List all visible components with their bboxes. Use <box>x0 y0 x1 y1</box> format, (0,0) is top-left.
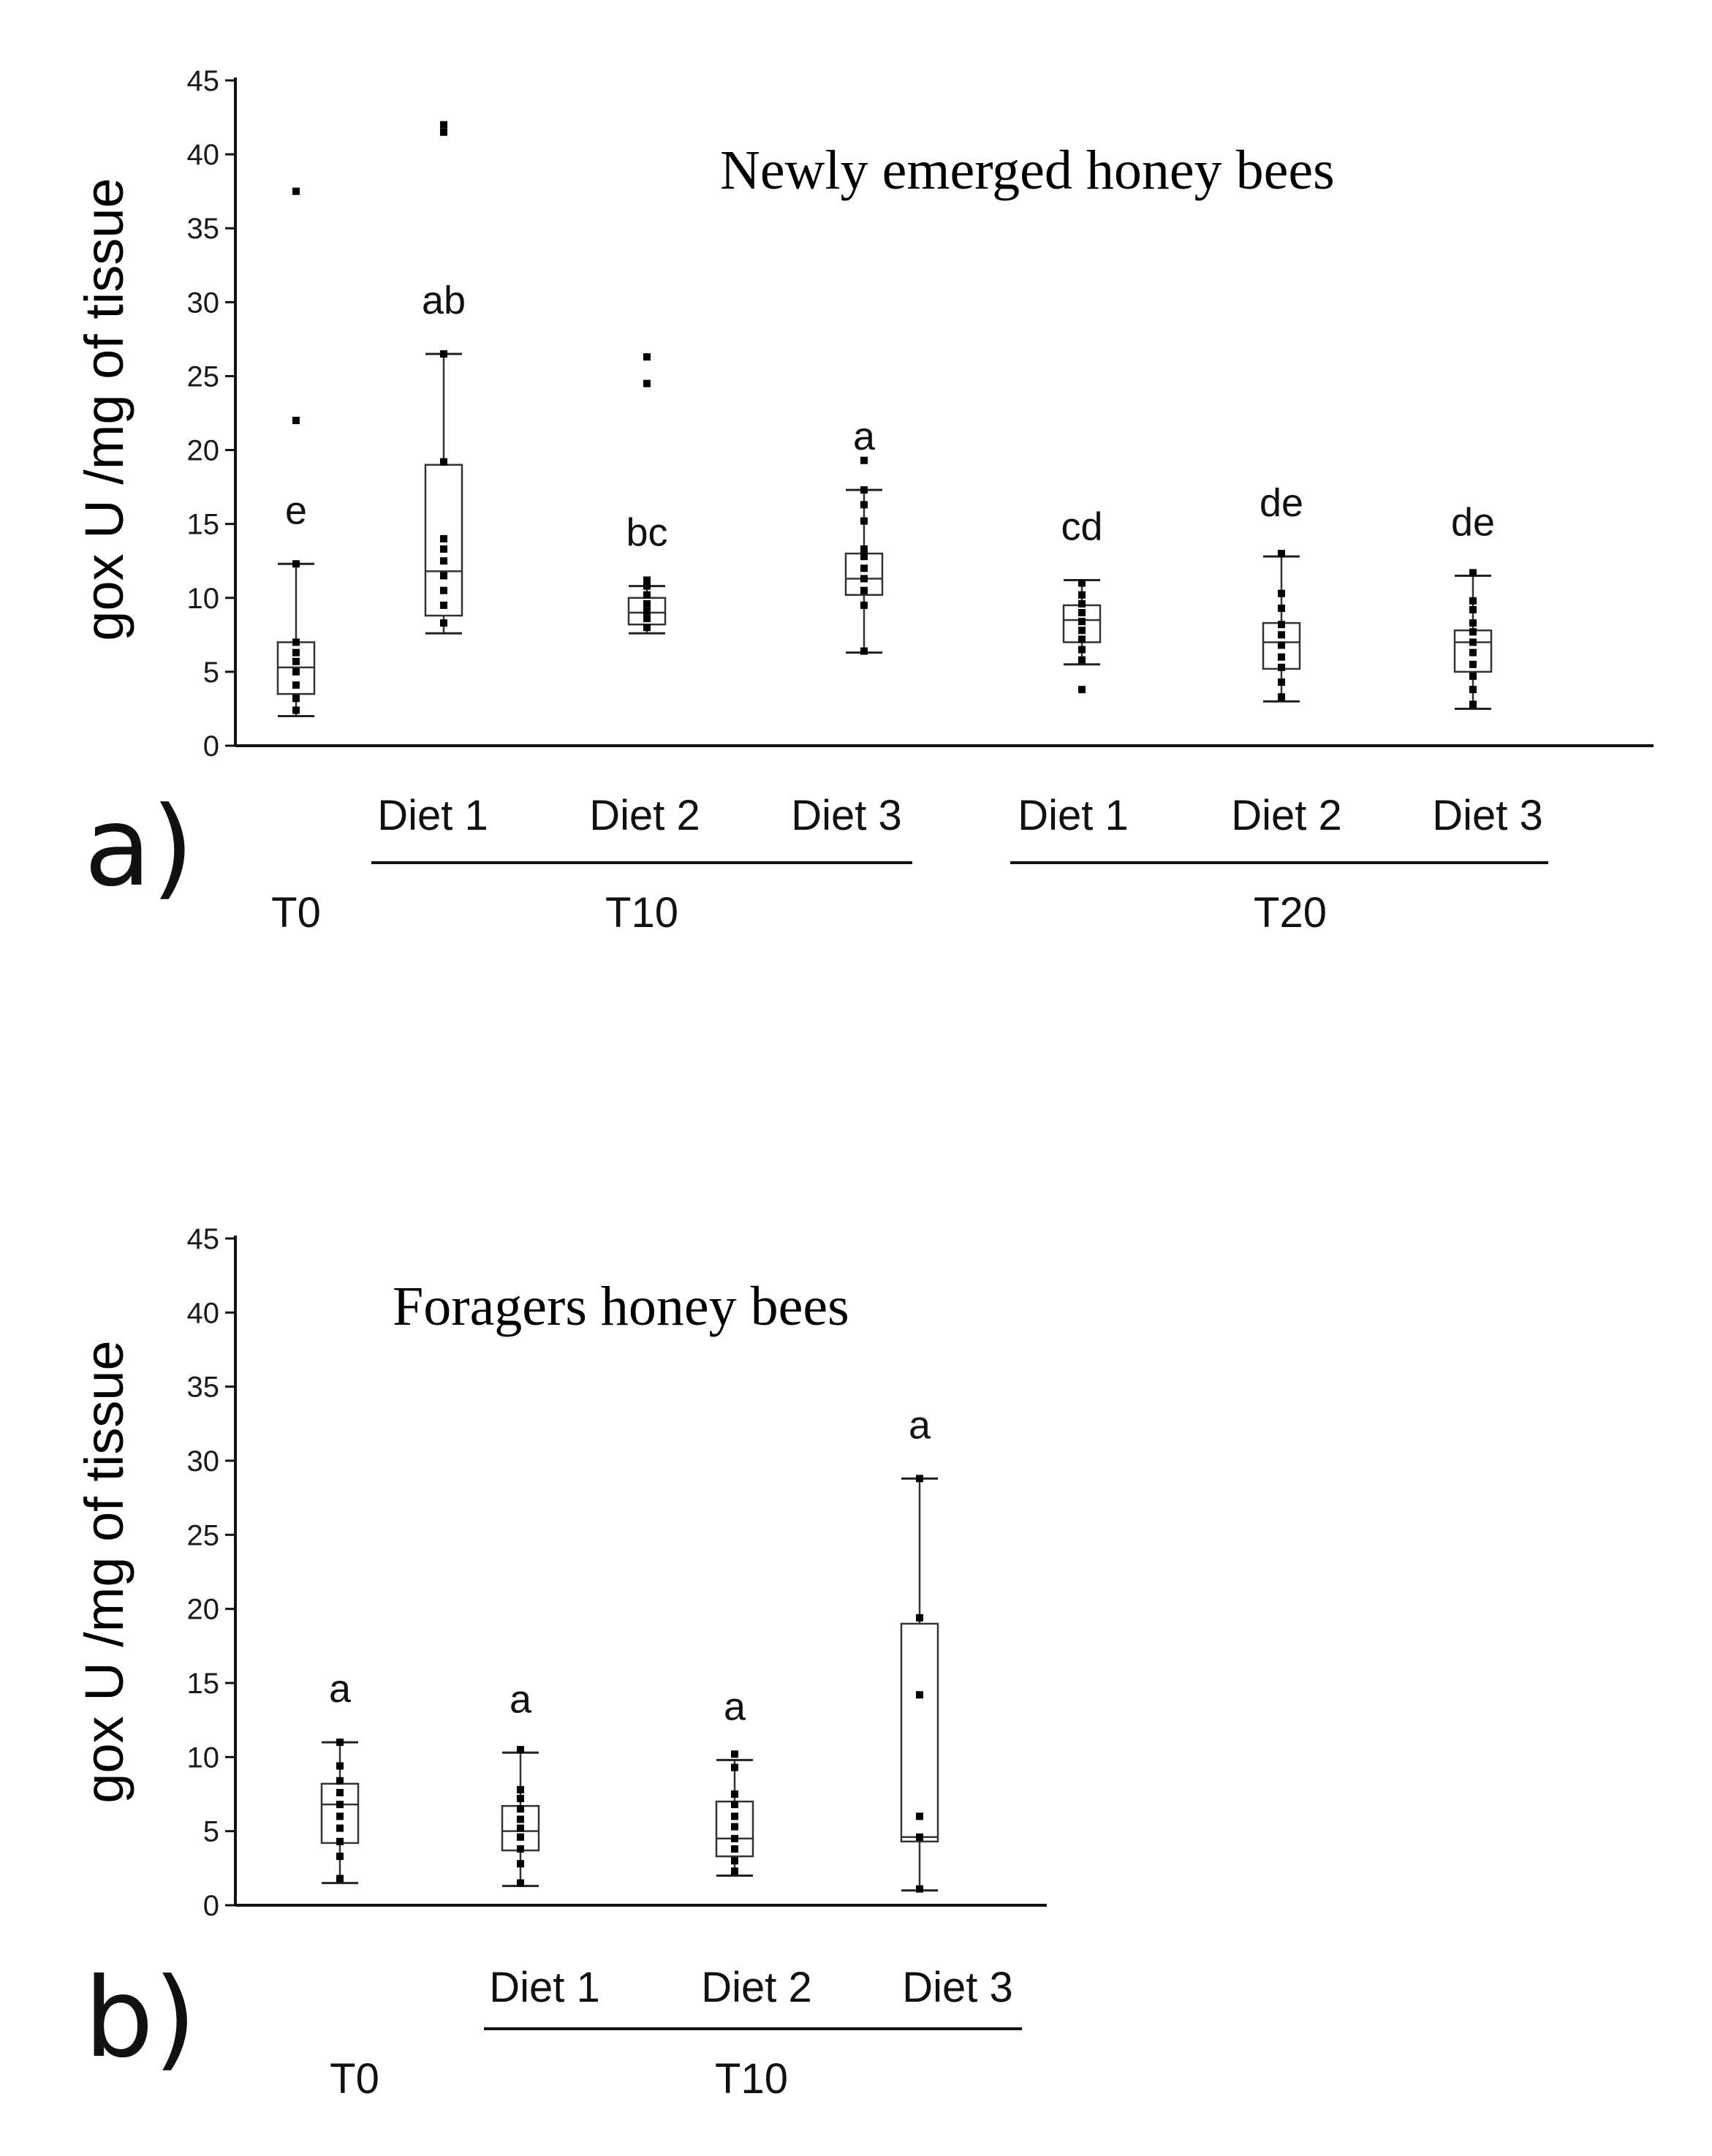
data-point <box>1469 619 1477 627</box>
category-label: Diet 3 <box>902 1964 1013 2011</box>
data-point <box>517 1746 524 1753</box>
data-point <box>731 1867 738 1875</box>
y-tick-label: 15 <box>186 1668 219 1700</box>
y-axis-label: gox U /mg of tissue <box>74 178 135 641</box>
data-point <box>336 1825 344 1832</box>
data-point <box>292 638 300 646</box>
significance-letter: e <box>284 488 308 533</box>
data-point <box>292 417 300 424</box>
data-point <box>336 1838 344 1845</box>
category-label: Diet 1 <box>489 1964 600 2011</box>
box-plot <box>425 121 462 634</box>
data-point <box>440 129 447 136</box>
data-point <box>1078 618 1086 625</box>
data-point <box>292 658 300 665</box>
data-point <box>336 1777 344 1785</box>
data-point <box>336 1812 344 1820</box>
data-point <box>731 1801 738 1808</box>
data-point <box>1469 661 1477 668</box>
y-tick-label: 5 <box>202 656 219 689</box>
data-point <box>292 188 300 195</box>
data-point <box>336 1875 344 1883</box>
chart-title: Foragers honey bees <box>393 1276 849 1337</box>
box-plot <box>502 1746 539 1886</box>
data-point <box>440 557 447 564</box>
panel-label: b) <box>84 1955 197 2082</box>
data-point <box>1278 631 1285 638</box>
data-point <box>916 1885 923 1893</box>
data-point <box>336 1789 344 1796</box>
data-point <box>860 501 868 508</box>
data-point <box>1469 686 1477 693</box>
data-point <box>1278 664 1285 671</box>
data-point <box>860 602 868 609</box>
y-tick-label: 0 <box>202 730 219 763</box>
category-label: Diet 1 <box>377 792 488 839</box>
data-point <box>440 350 447 358</box>
data-point <box>440 572 447 579</box>
data-point <box>1278 693 1285 700</box>
significance-letter: a <box>509 1677 532 1722</box>
data-point <box>860 518 868 525</box>
data-point <box>517 1845 524 1853</box>
data-point <box>1469 700 1477 708</box>
box-plot <box>278 188 314 716</box>
data-point <box>292 681 300 689</box>
data-point <box>336 1762 344 1769</box>
data-point <box>643 591 651 599</box>
data-point <box>1278 621 1285 628</box>
data-point <box>1278 605 1285 612</box>
data-point <box>643 353 651 360</box>
chart-panel-b <box>74 1223 1047 2103</box>
data-point <box>860 553 868 560</box>
data-point <box>1278 641 1285 648</box>
data-point <box>731 1750 738 1758</box>
data-point <box>1078 646 1086 654</box>
y-tick-label: 0 <box>202 1890 219 1922</box>
data-point <box>517 1825 524 1832</box>
data-point <box>1469 606 1477 613</box>
data-point <box>1078 657 1086 664</box>
data-point <box>643 608 651 615</box>
box-plot <box>1263 550 1300 701</box>
data-point <box>1078 609 1086 616</box>
data-point <box>1469 649 1477 657</box>
data-point <box>440 121 447 129</box>
y-tick-label: 25 <box>186 360 219 393</box>
data-point <box>292 668 300 676</box>
data-point <box>440 545 447 553</box>
data-point <box>292 649 300 657</box>
iqr-box <box>901 1624 938 1842</box>
data-point <box>517 1805 524 1812</box>
data-point <box>916 1475 923 1482</box>
y-tick-label: 40 <box>186 1297 219 1330</box>
y-tick-label: 30 <box>186 1445 219 1478</box>
data-point <box>643 380 651 387</box>
data-point <box>1078 686 1086 693</box>
data-point <box>860 564 868 572</box>
data-point <box>860 545 868 553</box>
data-point <box>916 1812 923 1820</box>
panel-label: a) <box>84 784 194 911</box>
data-point <box>860 486 868 493</box>
category-label: Diet 3 <box>1432 792 1543 839</box>
significance-letter: a <box>908 1403 931 1448</box>
data-point <box>731 1823 738 1831</box>
y-tick-label: 20 <box>186 1593 219 1626</box>
data-point <box>440 535 447 542</box>
y-tick-label: 15 <box>186 508 219 541</box>
box-plot <box>322 1739 358 1883</box>
data-point <box>1078 627 1086 634</box>
box-plot <box>1455 569 1491 708</box>
data-point <box>731 1845 738 1853</box>
data-point <box>643 615 651 622</box>
data-point <box>643 600 651 608</box>
data-point <box>336 1853 344 1860</box>
box-plot <box>629 353 665 633</box>
y-axis-label: gox U /mg of tissue <box>74 1340 135 1804</box>
y-tick-label: 25 <box>186 1519 219 1552</box>
data-point <box>916 1834 923 1841</box>
box-plot <box>846 457 882 655</box>
data-point <box>1078 600 1086 608</box>
box-plot <box>1064 580 1100 694</box>
significance-letter: ab <box>421 279 466 323</box>
data-point <box>292 706 300 714</box>
data-point <box>643 577 651 584</box>
data-point <box>916 1691 923 1698</box>
significance-letter: bc <box>626 510 668 555</box>
group-label: T10 <box>605 889 678 937</box>
data-point <box>643 624 651 631</box>
significance-letter: cd <box>1061 504 1103 549</box>
data-point <box>292 695 300 702</box>
data-point <box>517 1880 524 1887</box>
y-tick-label: 30 <box>186 287 219 319</box>
category-label: Diet 2 <box>589 792 700 839</box>
significance-letter: a <box>852 415 876 459</box>
data-point <box>517 1834 524 1841</box>
y-tick-label: 35 <box>186 213 219 246</box>
box-plot <box>901 1475 938 1892</box>
significance-letter: de <box>1450 500 1496 545</box>
category-label: Diet 3 <box>791 792 902 839</box>
y-tick-label: 10 <box>186 582 219 615</box>
data-point <box>1469 673 1477 680</box>
chart-panel-a <box>74 65 1654 937</box>
data-point <box>440 587 447 594</box>
data-point <box>440 602 447 609</box>
y-tick-label: 5 <box>202 1815 219 1848</box>
data-point <box>517 1860 524 1867</box>
data-point <box>731 1812 738 1820</box>
data-point <box>1469 628 1477 635</box>
y-tick-label: 20 <box>186 434 219 467</box>
group-label: T0 <box>330 2055 379 2103</box>
group-label: T10 <box>715 2055 788 2103</box>
data-point <box>731 1835 738 1842</box>
data-point <box>1469 569 1477 576</box>
y-tick-label: 35 <box>186 1371 219 1404</box>
data-point <box>1078 635 1086 643</box>
category-label: Diet 2 <box>701 1964 812 2011</box>
data-point <box>440 458 447 466</box>
data-point <box>1278 590 1285 597</box>
data-point <box>517 1815 524 1823</box>
data-point <box>860 648 868 655</box>
data-point <box>440 619 447 627</box>
significance-letter: a <box>723 1684 746 1729</box>
y-tick-label: 10 <box>186 1741 219 1774</box>
data-point <box>1078 580 1086 587</box>
data-point <box>1278 678 1285 686</box>
y-tick-label: 40 <box>186 139 219 172</box>
data-point <box>517 1795 524 1802</box>
data-point <box>1278 654 1285 661</box>
group-label: T0 <box>271 889 321 937</box>
data-point <box>292 560 300 567</box>
category-label: Diet 2 <box>1231 792 1342 839</box>
data-point <box>916 1614 923 1622</box>
data-point <box>731 1790 738 1798</box>
data-point <box>731 1857 738 1864</box>
data-point <box>1469 638 1477 646</box>
data-point <box>1078 591 1086 599</box>
data-point <box>1469 597 1477 605</box>
data-point <box>1278 550 1285 557</box>
data-point <box>336 1801 344 1808</box>
y-tick-label: 45 <box>186 1223 219 1255</box>
chart-title: Newly emerged honey bees <box>720 140 1335 201</box>
category-label: Diet 1 <box>1018 792 1129 839</box>
significance-letter: a <box>328 1667 352 1711</box>
data-point <box>860 575 868 582</box>
significance-letter: de <box>1259 481 1304 526</box>
data-point <box>731 1764 738 1771</box>
data-point <box>336 1739 344 1746</box>
y-tick-label: 45 <box>186 65 219 97</box>
group-label: T20 <box>1254 889 1327 937</box>
data-point <box>860 587 868 594</box>
data-point <box>517 1786 524 1793</box>
box-plot <box>716 1750 753 1875</box>
